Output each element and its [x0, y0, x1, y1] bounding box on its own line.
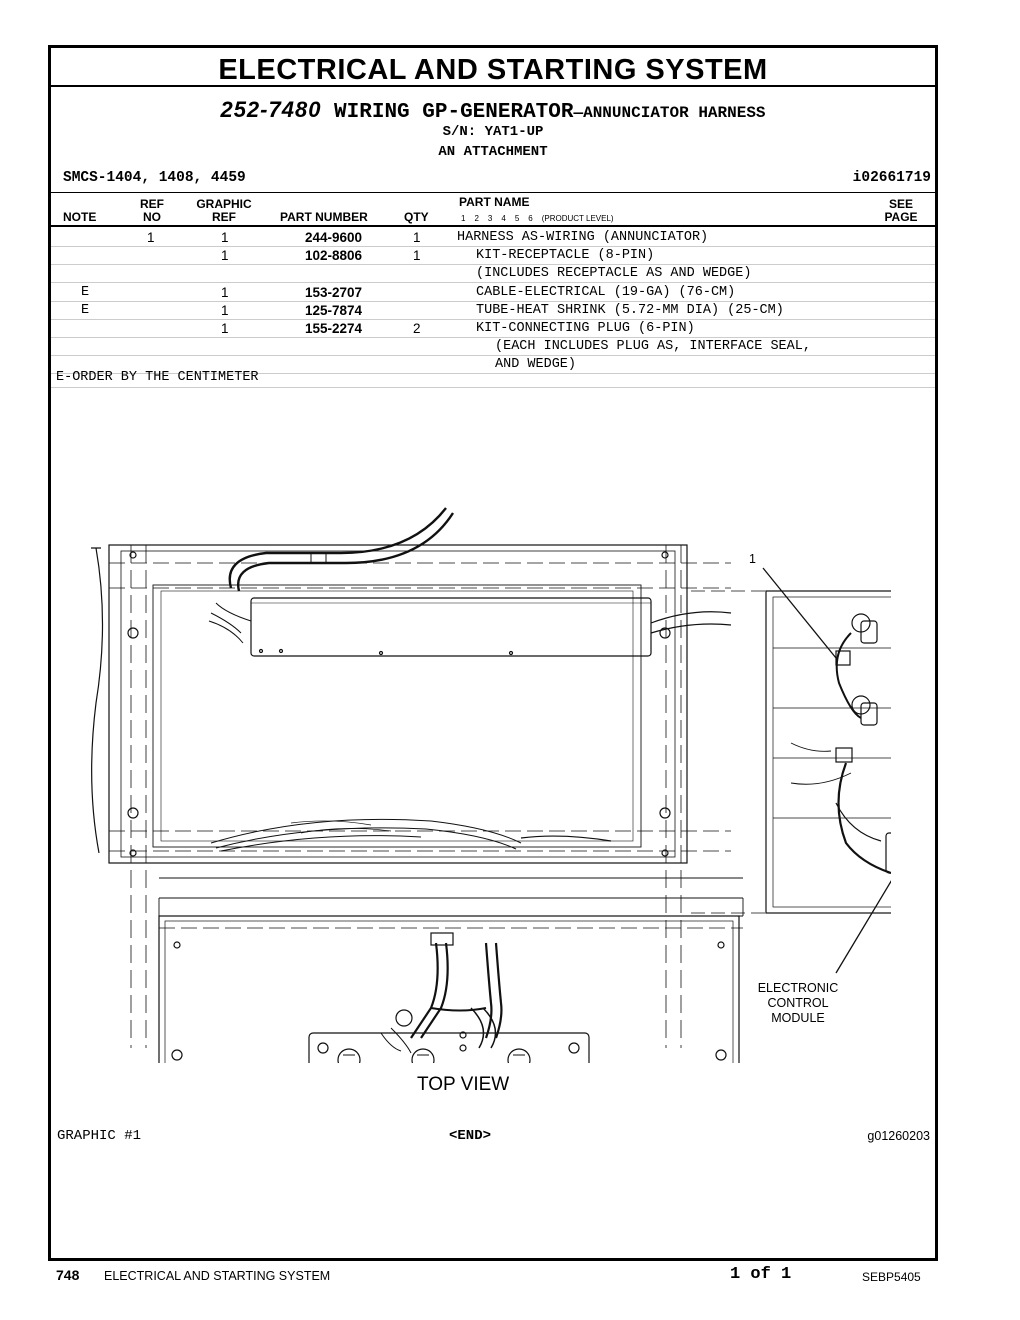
graphic-label: GRAPHIC #1	[57, 1128, 142, 1144]
view-label: TOP VIEW	[417, 1074, 510, 1095]
row-graphic-ref: 1	[221, 248, 229, 264]
page-frame	[48, 45, 938, 1261]
page-title: ELECTRICAL AND STARTING SYSTEM	[218, 54, 768, 86]
row-part-name: AND WEDGE)	[495, 357, 577, 373]
header-see-page: SEE PAGE	[884, 197, 918, 224]
table-row	[51, 228, 935, 247]
row-part-name: KIT-RECEPTACLE (8-PIN)	[476, 248, 655, 264]
callout-1-label: 1	[749, 552, 756, 566]
row-part-number: 153-2707	[305, 284, 363, 300]
end-marker: <END>	[449, 1128, 492, 1144]
row-part-name: CABLE-ELECTRICAL (19-GA) (76-CM)	[476, 284, 736, 300]
ident-number: i02661719	[852, 170, 931, 186]
table-row	[51, 319, 935, 338]
enclosure-upper	[109, 545, 687, 863]
row-graphic-ref: 1	[221, 230, 229, 245]
header-ref-no: REF NO	[140, 197, 164, 224]
table-row	[51, 264, 935, 283]
row-qty: 2	[413, 321, 421, 336]
footnote-rule	[51, 387, 935, 388]
header-product-levels: 1 2 3 4 5 6 (PRODUCT LEVEL)	[461, 214, 614, 223]
header-bottom-rule	[51, 225, 935, 227]
table-row	[51, 283, 935, 302]
row-part-number: 155-2274	[305, 321, 363, 336]
graphic-number: g01260203	[867, 1129, 930, 1143]
table-row	[51, 246, 935, 265]
row-graphic-ref: 1	[221, 284, 229, 300]
row-part-name: HARNESS AS-WIRING (ANNUNCIATOR)	[457, 230, 709, 245]
row-ref-no: 1	[147, 230, 155, 245]
table-row	[51, 301, 935, 320]
header-note: NOTE	[63, 210, 97, 224]
row-note: E	[81, 284, 90, 300]
row-graphic-ref: 1	[221, 321, 229, 336]
row-part-number: 244-9600	[305, 230, 363, 245]
table-row	[51, 337, 935, 356]
serial-number: S/N: YAT1-UP	[442, 124, 544, 140]
row-qty: 1	[413, 230, 421, 245]
header-graphic-ref: GRAPHIC REF	[196, 197, 252, 224]
header-top-rule	[51, 192, 935, 193]
row-qty: 1	[413, 248, 421, 264]
row-part-name: KIT-CONNECTING PLUG (6-PIN)	[476, 321, 695, 336]
row-graphic-ref: 1	[221, 302, 229, 318]
header-part-name: PART NAME	[459, 195, 530, 209]
footer-document-number: SEBP5405	[862, 1270, 921, 1284]
footnote: E-ORDER BY THE CENTIMETER	[56, 370, 259, 385]
row-note: E	[81, 302, 90, 318]
footer-page-count: 1 of 1	[730, 1265, 792, 1284]
header-part-number: PART NUMBER	[280, 210, 368, 224]
row-part-name: (INCLUDES RECEPTACLE AS AND WEDGE)	[476, 266, 752, 282]
row-part-number: 125-7874	[305, 302, 363, 318]
group-suffix: —ANNUNCIATOR HARNESS	[573, 104, 766, 122]
attachment-label: AN ATTACHMENT	[438, 144, 548, 160]
row-part-number: 102-8806	[305, 248, 363, 264]
header-qty: QTY	[404, 210, 429, 224]
footer-section: ELECTRICAL AND STARTING SYSTEM	[104, 1269, 331, 1283]
group-name: WIRING GP-GENERATOR	[334, 101, 574, 124]
group-part-number: 252-7480	[220, 97, 322, 122]
title-rule	[51, 85, 935, 87]
callout-ecm-label: ELECTRONIC CONTROL MODULE	[757, 981, 839, 1025]
row-part-name: (EACH INCLUDES PLUG AS, INTERFACE SEAL,	[495, 339, 811, 355]
group-title	[51, 97, 935, 124]
footer-page-number: 748	[56, 1267, 80, 1283]
row-part-name: TUBE-HEAT SHRINK (5.72-MM DIA) (25-CM)	[476, 302, 784, 318]
smcs-codes: SMCS-1404, 1408, 4459	[63, 170, 246, 186]
parts-illustration	[91, 503, 891, 1068]
